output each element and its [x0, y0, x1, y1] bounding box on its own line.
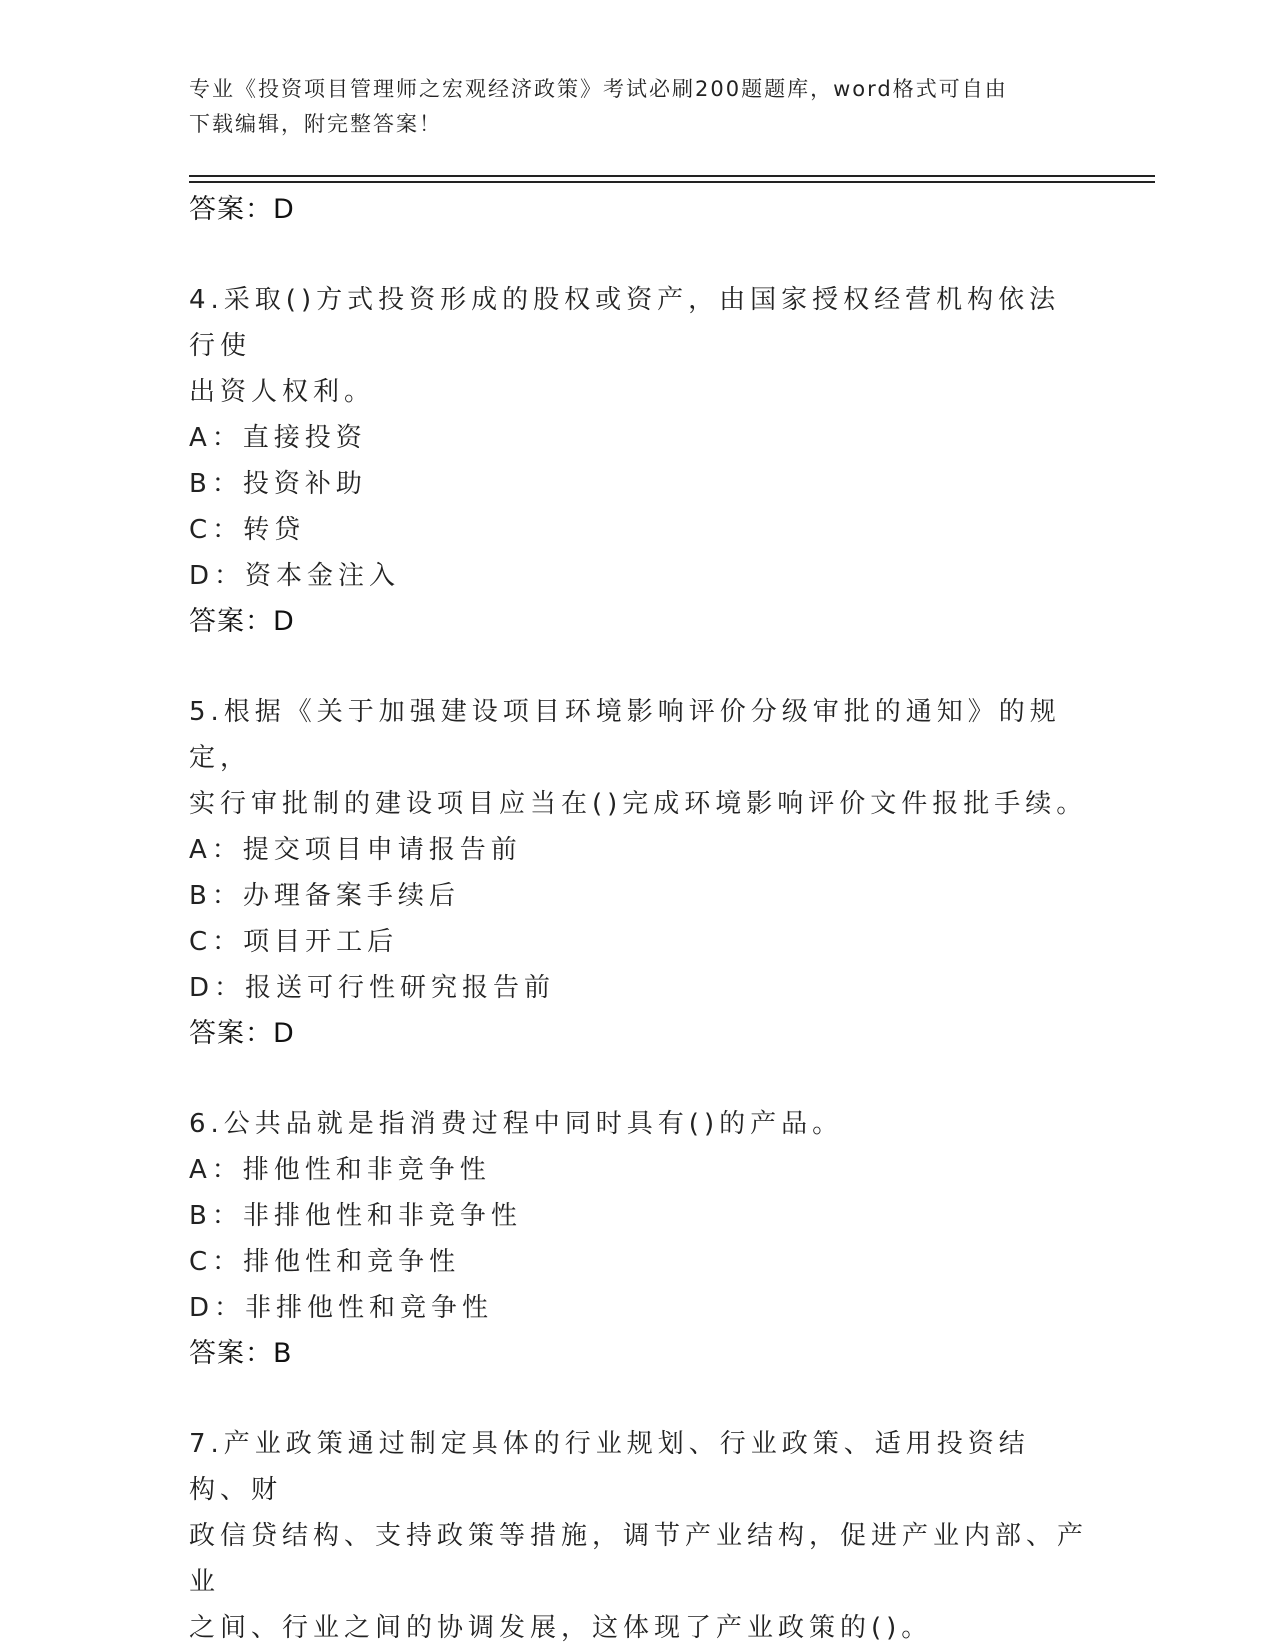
option-a: A：排他性和非竞争性 — [189, 1155, 491, 1185]
spacer — [189, 233, 1089, 277]
option-b: B：办理备案手续后 — [189, 881, 460, 911]
question-stem — [189, 689, 1089, 827]
answer-line: 答案：B — [189, 1338, 293, 1369]
question-stem-line: 7.产业政策通过制定具体的行业规划、行业政策、适用投资结构、财 — [189, 1429, 1030, 1505]
answer-line: 答案：D — [189, 606, 295, 637]
question-block — [189, 277, 1089, 645]
option-a: A：提交项目申请报告前 — [189, 835, 522, 865]
option-c: C：项目开工后 — [189, 927, 399, 957]
header-line-1: 专业《投资项目管理师之宏观经济政策》考试必刷200题题库，word格式可自由 — [189, 77, 1008, 101]
spacer — [189, 1377, 1089, 1421]
question-block — [189, 1101, 1089, 1377]
question-stem — [189, 1421, 1089, 1651]
question-stem — [189, 1101, 1089, 1147]
question-stem-line: 之间、行业之间的协调发展，这体现了产业政策的()。 — [189, 1613, 933, 1643]
header-line-2: 下载编辑，附完整答案！ — [189, 112, 442, 136]
question-stem-line: 6.公共品就是指消费过程中同时具有()的产品。 — [189, 1109, 844, 1139]
header-divider-top — [189, 175, 1155, 177]
question-block — [189, 689, 1089, 1057]
header-divider-bottom — [189, 181, 1155, 183]
option-a: A：直接投资 — [189, 423, 367, 453]
question-stem — [189, 277, 1089, 415]
option-d: D：报送可行性研究报告前 — [189, 973, 556, 1003]
spacer — [189, 645, 1089, 689]
question-block — [189, 1421, 1089, 1651]
spacer — [189, 1057, 1089, 1101]
question-stem-line: 5.根据《关于加强建设项目环境影响评价分级审批的通知》的规定， — [189, 697, 1061, 773]
option-c: C：排他性和竞争性 — [189, 1247, 461, 1277]
question-stem-line: 4.采取()方式投资形成的股权或资产，由国家授权经营机构依法行使 — [189, 285, 1061, 361]
question-stem-line: 政信贷结构、支持政策等措施，调节产业结构，促进产业内部、产业 — [189, 1521, 1089, 1597]
question-list — [189, 187, 1089, 1651]
option-d: D：资本金注入 — [189, 561, 401, 591]
option-d: D：非排他性和竞争性 — [189, 1293, 494, 1323]
document-header — [189, 72, 1069, 142]
answer-line: 答案：D — [189, 194, 295, 225]
answer-line: 答案：D — [189, 1018, 295, 1049]
question-stem-line: 实行审批制的建设项目应当在()完成环境影响评价文件报批手续。 — [189, 789, 1088, 819]
option-b: B：非排他性和非竞争性 — [189, 1201, 522, 1231]
question-stem-line: 出资人权利。 — [189, 377, 376, 407]
option-b: B：投资补助 — [189, 469, 367, 499]
option-c: C：转贷 — [189, 515, 306, 545]
